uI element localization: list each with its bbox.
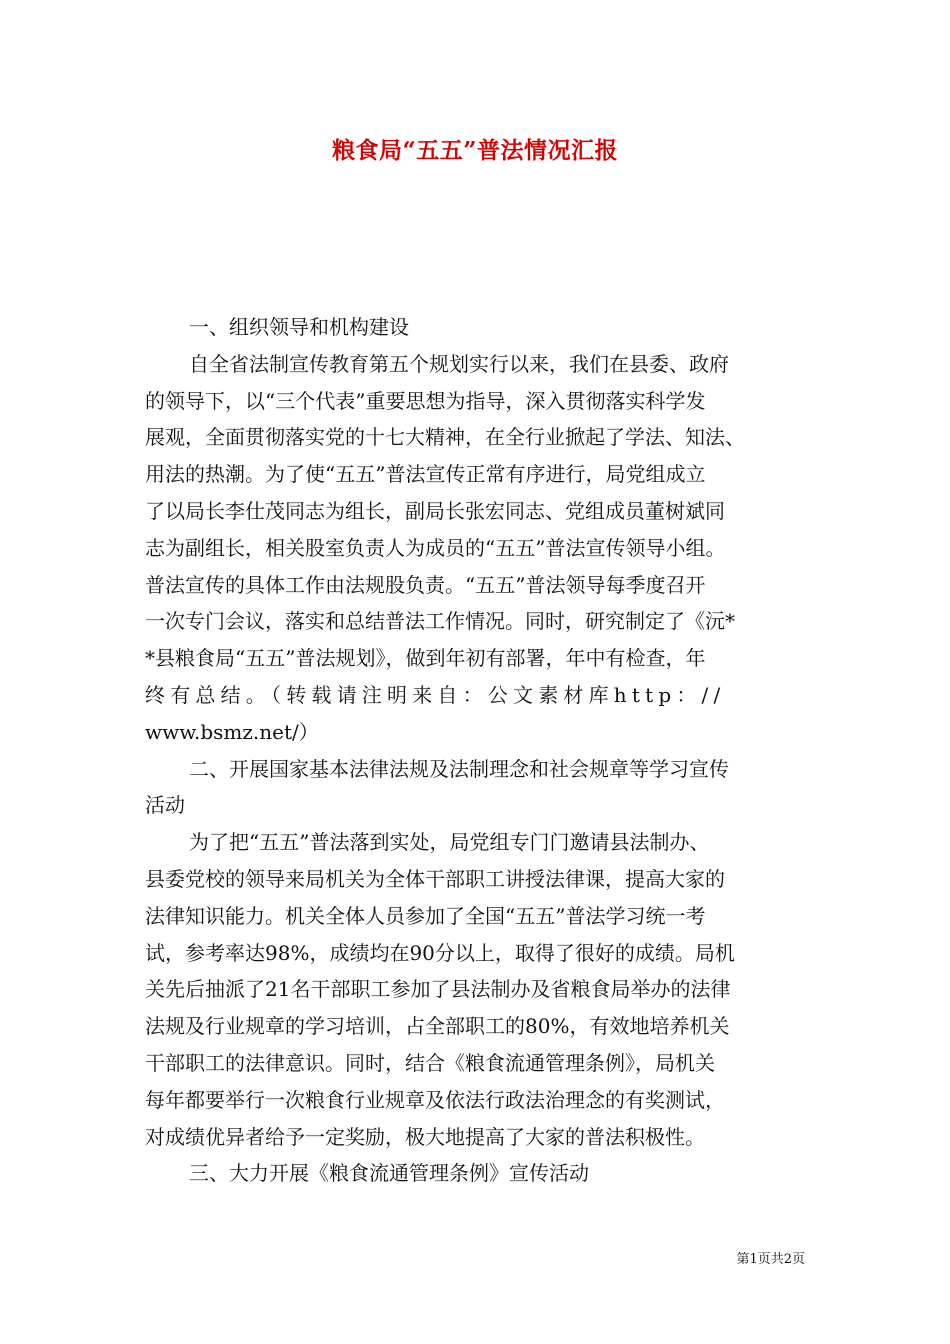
section-heading-2-cont: 活动 bbox=[145, 793, 185, 818]
paragraph-line: 法规及行业规章的学习培训，占全部职工的80%，有效地培养机关 bbox=[145, 1014, 730, 1039]
paragraph-line: *县粮食局“五五”普法规划》，做到年初有部署，年中有检查，年 bbox=[145, 646, 706, 671]
section-heading-1: 一、组织领导和机构建设 bbox=[189, 315, 409, 339]
paragraph-line: 关先后抽派了21名干部职工参加了县法制办及省粮食局举办的法律 bbox=[145, 977, 731, 1002]
page-number: 第1页共2页 bbox=[736, 1252, 805, 1267]
paragraph-line: 展观，全面贯彻落实党的十七大精神，在全行业掀起了学法、知法、 bbox=[145, 425, 745, 450]
paragraph-line: 用法的热潮。为了使“五五”普法宣传正常有序进行，局党组成立 bbox=[145, 462, 706, 487]
paragraph-line: 的领导下，以“三个代表”重要思想为指导，深入贯彻落实科学发 bbox=[145, 388, 706, 413]
paragraph-line: 试，参考率达98%，成绩均在90分以上，取得了很好的成绩。局机 bbox=[145, 940, 735, 965]
paragraph-line: 对成绩优异者给予一定奖励，极大地提高了大家的普法积极性。 bbox=[145, 1124, 705, 1149]
paragraph-line: 法律知识能力。机关全体人员参加了全国“五五”普法学习统一考 bbox=[145, 903, 706, 928]
document-body bbox=[145, 309, 807, 1192]
paragraph-line: 干部职工的法律意识。同时，结合《粮食流通管理条例》，局机关 bbox=[145, 1050, 715, 1075]
paragraph-line: 自全省法制宣传教育第五个规划实行以来，我们在县委、政府 bbox=[189, 351, 729, 376]
paragraph-line: www.bsmz.net/） bbox=[145, 719, 319, 744]
paragraph-line: 为了把“五五”普法落到实处，局党组专门门邀请县法制办、 bbox=[189, 830, 710, 855]
paragraph-line-justified: 终有总结。（转载请注明来自：公文素材库http：// bbox=[145, 682, 726, 707]
paragraph-line: 志为副组长，相关股室负责人为成员的“五五”普法宣传领导小组。 bbox=[145, 535, 726, 560]
paragraph-line: 一次专门会议，落实和总结普法工作情况。同时，研究制定了《沅* bbox=[145, 609, 735, 634]
paragraph-line: 每年都要举行一次粮食行业规章及依法行政法治理念的有奖测试， bbox=[145, 1087, 725, 1112]
paragraph-line: 了以局长李仕茂同志为组长，副局长张宏同志、党组成员董树斌同 bbox=[145, 498, 725, 523]
section-heading-3: 三、大力开展《粮食流通管理条例》宣传活动 bbox=[189, 1161, 589, 1186]
section-heading-2: 二、开展国家基本法律法规及法制理念和社会规章等学习宣传 bbox=[189, 756, 729, 781]
document-title: 粮食局“五五”普法情况汇报 bbox=[332, 137, 618, 164]
paragraph-line: 普法宣传的具体工作由法规股负责。“五五”普法领导每季度召开 bbox=[145, 572, 706, 597]
paragraph-line: 县委党校的领导来局机关为全体干部职工讲授法律课，提高大家的 bbox=[145, 866, 725, 891]
